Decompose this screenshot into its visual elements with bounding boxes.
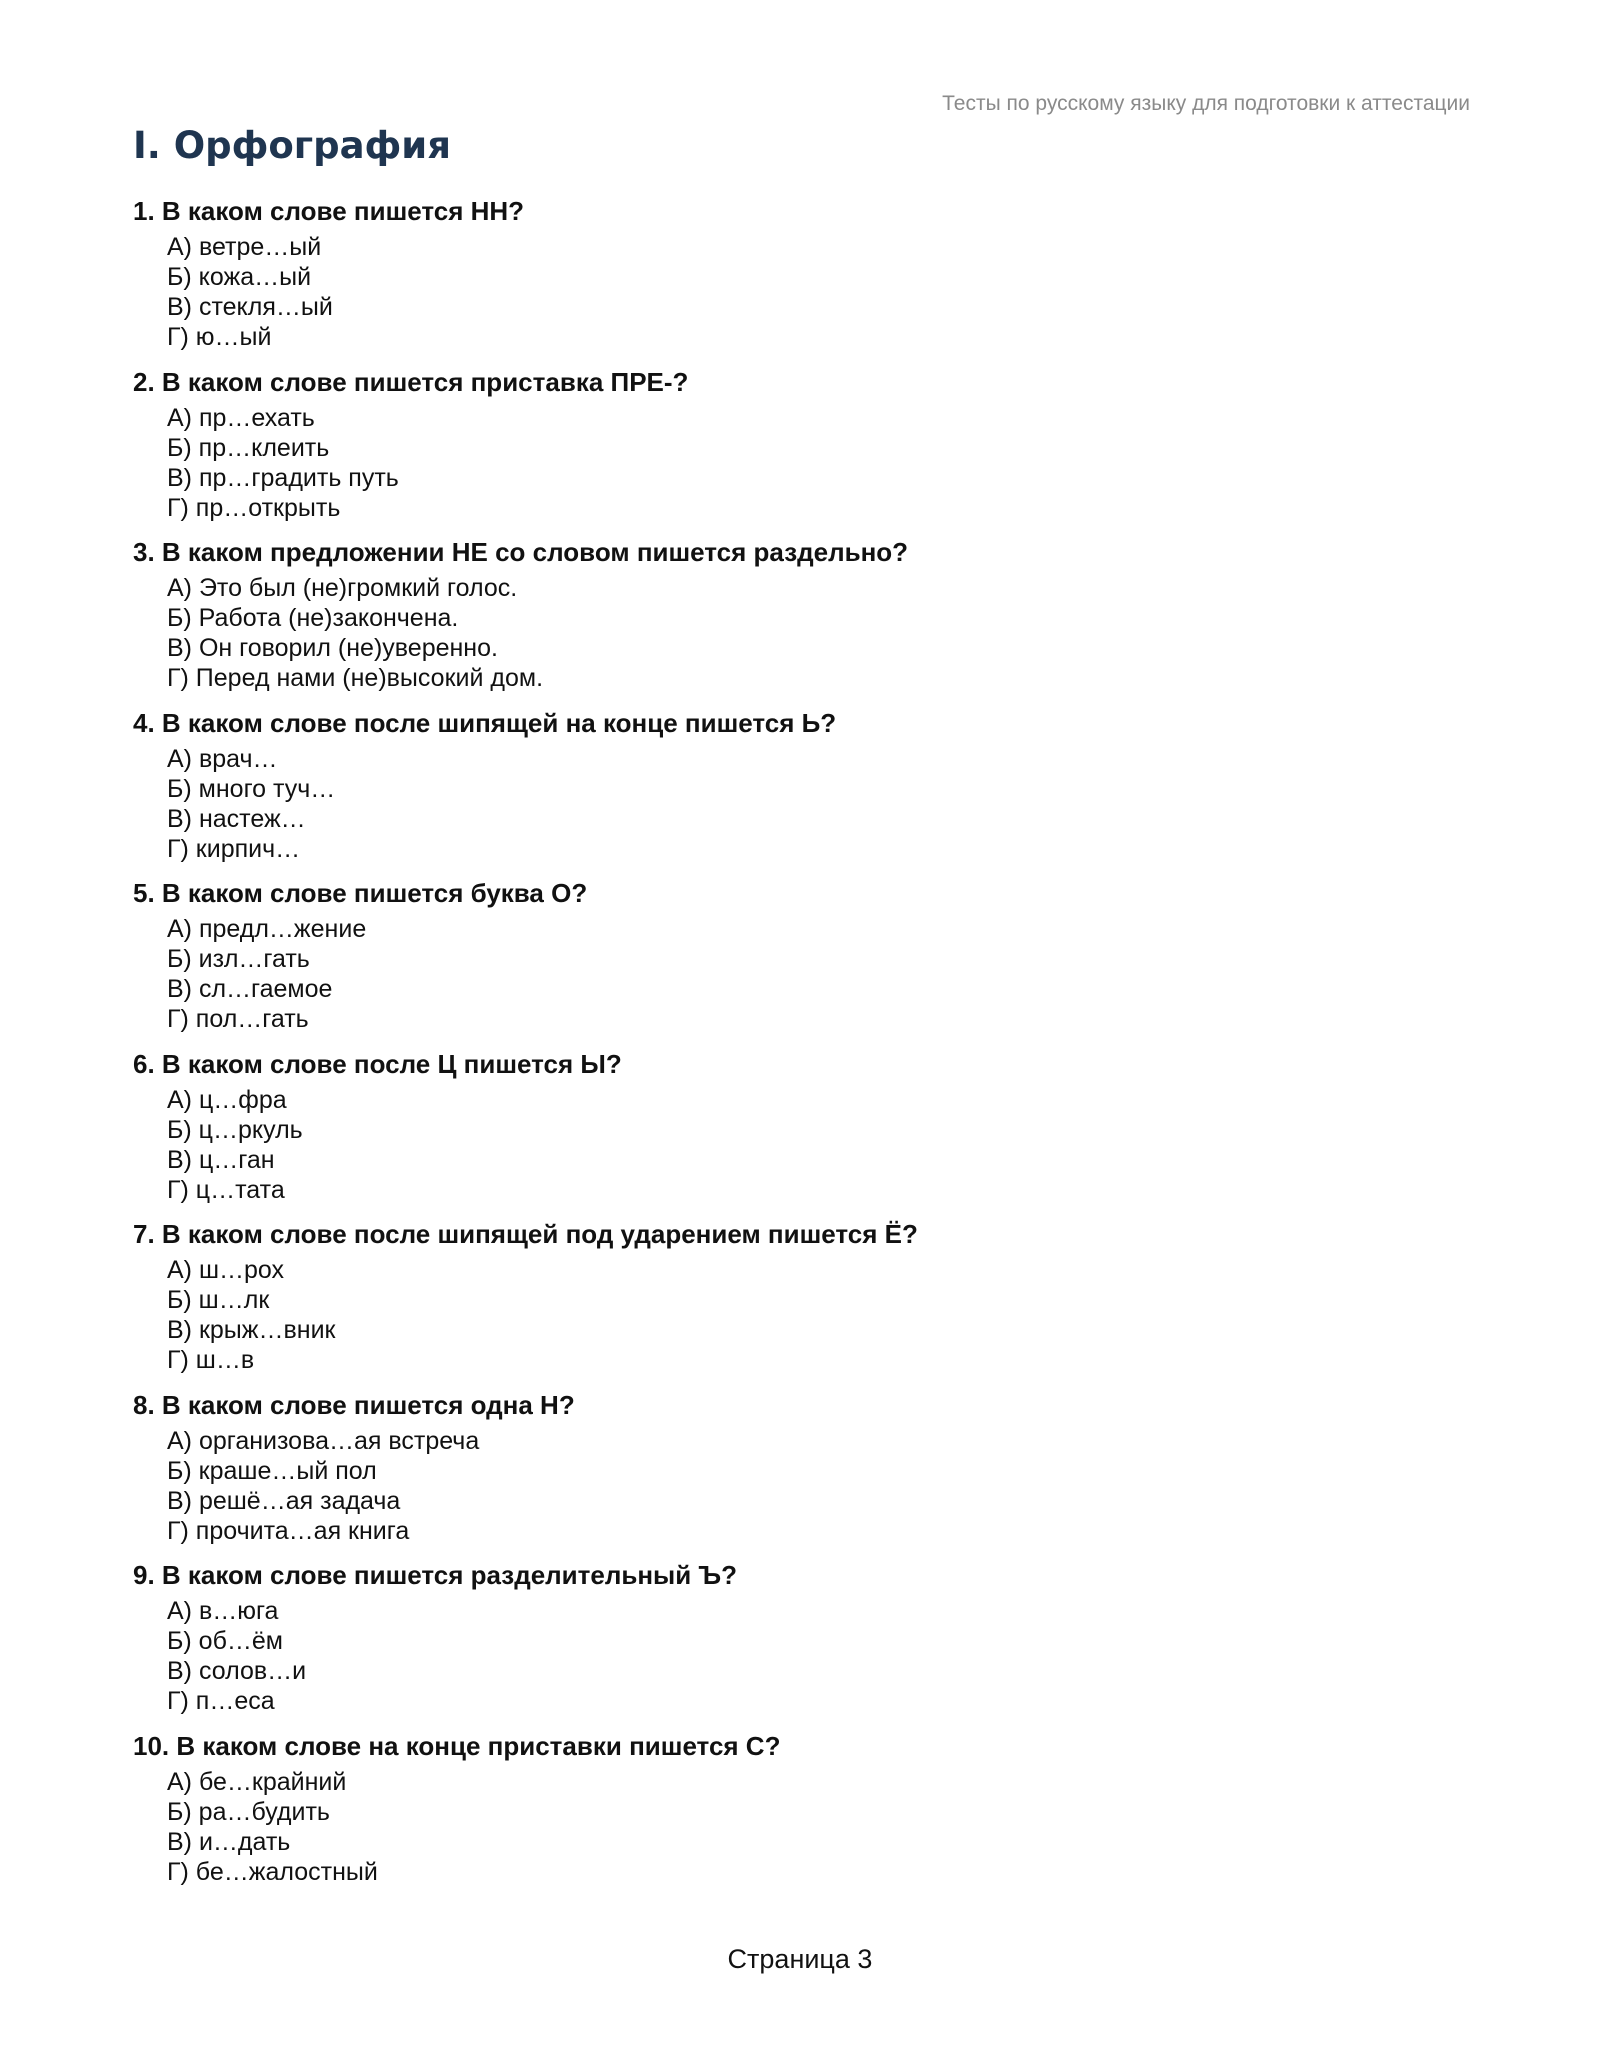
answer-options — [133, 1767, 1473, 1887]
question-text: 3. В каком предложении НЕ со словом пишется раздельно? — [133, 537, 909, 567]
answer-option: Г) пр…открыть — [167, 493, 341, 522]
answer-options — [133, 744, 1473, 864]
answer-option: А) ветре…ый — [167, 233, 322, 261]
answer-option: Б) ш…лк — [167, 1286, 270, 1314]
answer-option: Г) кирпич… — [167, 834, 301, 863]
answer-option: Б) изл…гать — [167, 945, 310, 973]
answer-option: А) бе…крайний — [167, 1767, 347, 1796]
answer-option: Г) Перед нами (не)высокий дом. — [167, 664, 544, 692]
question-text: 1. В каком слове пишется НН? — [133, 196, 525, 226]
question-9 — [133, 1556, 1473, 1727]
answer-option: В) крыж…вник — [167, 1316, 336, 1344]
running-header: Тесты по русскому языку для подготовки к аттестации — [942, 92, 1470, 115]
question-text: 9. В каком слове пишется разделительный Ъ? — [133, 1560, 737, 1590]
answer-options — [133, 232, 1473, 352]
question-text: 7. В каком слове после шипящей под ударением пишется Ё? — [133, 1219, 918, 1249]
page-number: Страница 3 — [727, 1944, 873, 1974]
answer-option: Г) бе…жалостный — [167, 1857, 378, 1886]
question-6 — [133, 1045, 1473, 1216]
answer-option: Б) кожа…ый — [167, 263, 312, 291]
question-7 — [133, 1215, 1473, 1386]
answer-option: Г) ц…тата — [167, 1175, 285, 1204]
question-text: 5. В каком слове пишется буква О? — [133, 878, 588, 908]
answer-option: В) Он говорил (не)уверенно. — [167, 634, 498, 662]
answer-option: А) ц…фра — [167, 1085, 287, 1114]
question-text: 4. В каком слове после шипящей на конце пишется Ь? — [133, 707, 837, 738]
question-5 — [133, 874, 1473, 1045]
answer-options — [133, 1255, 1473, 1375]
answer-options — [133, 1426, 1473, 1546]
answer-option: А) врач… — [167, 744, 278, 773]
answer-option: В) сл…гаемое — [167, 975, 333, 1003]
answer-option: А) ш…рох — [167, 1256, 285, 1284]
section-title: I. Орфография — [133, 124, 451, 167]
question-2 — [133, 363, 1473, 534]
answer-option: А) организова…ая встреча — [167, 1426, 480, 1455]
answer-option: Б) Работа (не)закончена. — [167, 604, 459, 632]
answer-option: Б) краше…ый пол — [167, 1456, 377, 1485]
question-text: 6. В каком слове после Ц пишется Ы? — [133, 1048, 622, 1079]
answer-option: В) и…дать — [167, 1827, 291, 1856]
question-list — [133, 192, 1473, 1897]
answer-options — [133, 403, 1473, 523]
answer-option: Г) п…еса — [167, 1687, 275, 1715]
answer-option: Г) ш…в — [167, 1346, 255, 1374]
answer-option: В) стекля…ый — [167, 293, 333, 321]
question-text: 8. В каком слове пишется одна Н? — [133, 1389, 575, 1420]
answer-option: В) солов…и — [167, 1657, 307, 1685]
answer-option: А) в…юга — [167, 1597, 279, 1625]
answer-option: Б) ра…будить — [167, 1797, 330, 1826]
answer-options — [133, 914, 1473, 1034]
answer-option: Б) об…ём — [167, 1627, 283, 1655]
question-4 — [133, 704, 1473, 875]
question-8 — [133, 1386, 1473, 1557]
answer-option: Б) много туч… — [167, 774, 336, 803]
question-text: 2. В каком слове пишется приставка ПРЕ-? — [133, 366, 689, 397]
question-10 — [133, 1727, 1473, 1898]
answer-option: А) пр…ехать — [167, 403, 315, 432]
answer-option: А) предл…жение — [167, 915, 367, 943]
question-1 — [133, 192, 1473, 363]
question-3 — [133, 533, 1473, 704]
answer-options — [133, 573, 1473, 693]
answer-option: Б) ц…ркуль — [167, 1115, 303, 1144]
question-text: 10. В каком слове на конце приставки пишется С? — [133, 1730, 781, 1761]
answer-option: В) решё…ая задача — [167, 1486, 401, 1515]
answer-option: Б) пр…клеить — [167, 433, 330, 462]
answer-options — [133, 1085, 1473, 1205]
answer-options — [133, 1596, 1473, 1716]
answer-option: В) настеж… — [167, 804, 306, 833]
answer-option: В) пр…градить путь — [167, 463, 399, 492]
answer-option: А) Это был (не)громкий голос. — [167, 574, 518, 602]
answer-option: Г) прочита…ая книга — [167, 1516, 410, 1545]
answer-option: Г) пол…гать — [167, 1005, 309, 1033]
answer-option: Г) ю…ый — [167, 323, 272, 351]
answer-option: В) ц…ган — [167, 1145, 275, 1174]
